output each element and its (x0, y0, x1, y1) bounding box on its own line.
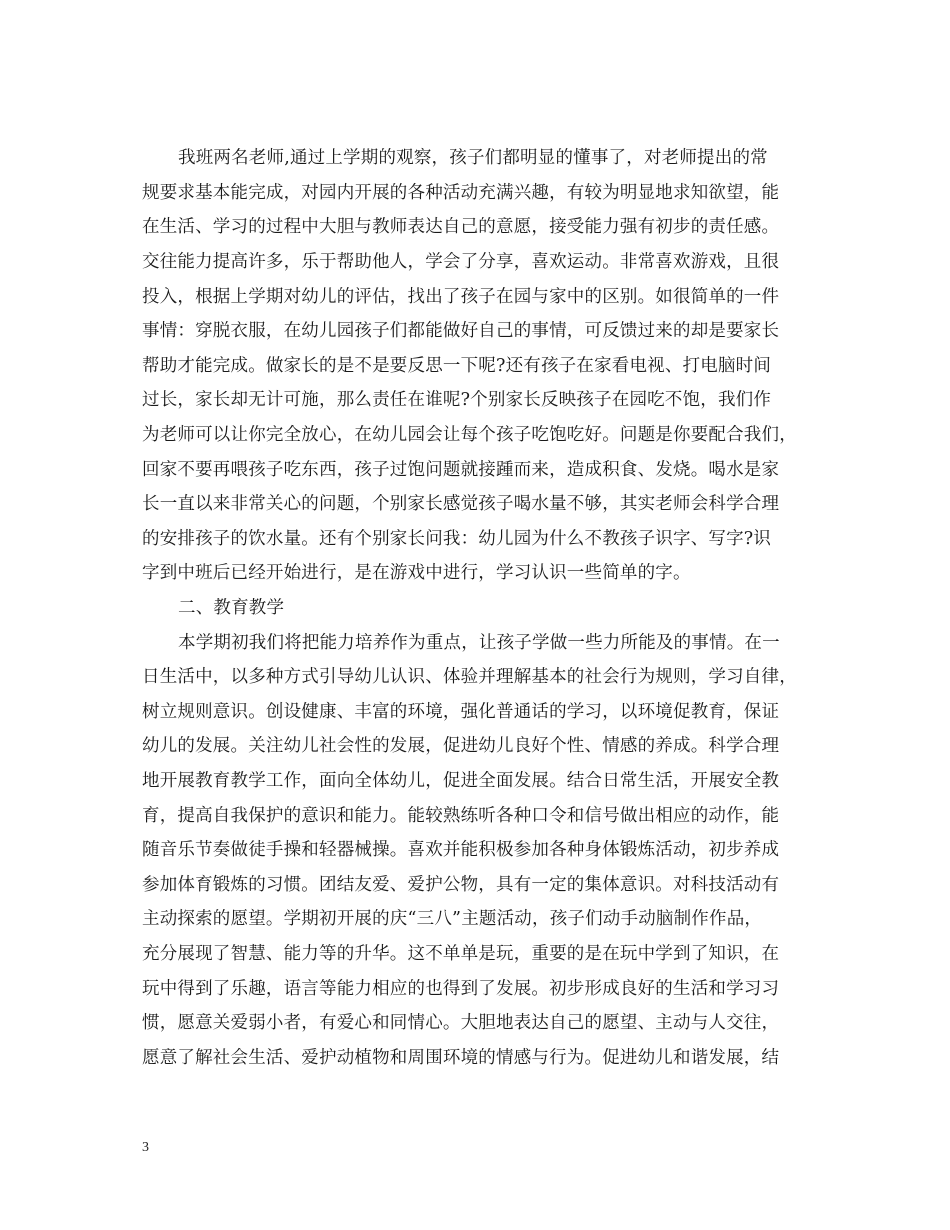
paragraph-line: 幼儿的发展。关注幼儿社会性的发展，促进幼儿良好个性、情感的养成。科学合理 (142, 736, 780, 756)
paragraph-line: 参加体育锻炼的习惯。团结友爱、爱护公物，具有一定的集体意识。对科技活动有 (142, 875, 780, 895)
paragraph-line: 在生活、学习的过程中大胆与教师表达自己的意愿，接受能力强有初步的责任感。 (142, 217, 780, 237)
paragraph-line: 过长，家长却无计可施，那么责任在谁呢?个别家长反映孩子在园吃不饱，我们作 (142, 390, 772, 410)
paragraph-line: 树立规则意识。创设健康、丰富的环境，强化普通话的学习，以环境促教育，保证 (142, 702, 780, 722)
paragraph-line: 玩中得到了乐趣，语言等能力相应的也得到了发展。初步形成良好的生活和学习习 (142, 979, 780, 999)
paragraph-line: 的安排孩子的饮水量。还有个别家长问我：幼儿园为什么不教孩子识字、写字?识 (142, 529, 772, 549)
paragraph-line: 规要求基本能完成，对园内开展的各种活动充满兴趣，有较为明显地求知欲望，能 (142, 183, 780, 203)
paragraph-line: 交往能力提高许多，乐于帮助他人，学会了分享，喜欢运动。非常喜欢游戏，且很 (142, 252, 780, 272)
paragraph-line: 长一直以来非常关心的问题，个别家长感觉孩子喝水量不够，其实老师会科学合理 (142, 494, 780, 514)
section-heading: 二、教育教学 (178, 598, 285, 618)
paragraph-line: 投入，根据上学期对幼儿的评估，找出了孩子在园与家中的区别。如很简单的一件 (142, 287, 780, 307)
paragraph-line: 回家不要再喂孩子吃东西，孩子过饱问题就接踵而来，造成积食、发烧。喝水是家 (142, 460, 780, 480)
paragraph-line: 地开展教育教学工作，面向全体幼儿，促进全面发展。结合日常生活，开展安全教 (142, 771, 780, 791)
paragraph-line: 惯，愿意关爱弱小者，有爱心和同情心。大胆地表达自己的愿望、主动与人交往， (142, 1013, 780, 1033)
paragraph-line: 字到中班后已经开始进行，是在游戏中进行，学习认识一些简单的字。 (142, 563, 691, 583)
paragraph-line: 为老师可以让你完全放心，在幼儿园会让每个孩子吃饱吃好。问题是你要配合我们， (142, 425, 797, 445)
paragraph-line: 充分展现了智慧、能力等的升华。这不单单是玩，重要的是在玩中学到了知识，在 (142, 944, 780, 964)
paragraph-line: 随音乐节奏做徒手操和轻器械操。喜欢并能积极参加各种身体锻炼活动，初步养成 (142, 840, 780, 860)
paragraph-line: 育，提高自我保护的意识和能力。能较熟练听各种口令和信号做出相应的动作，能 (142, 806, 780, 826)
paragraph-line: 本学期初我们将把能力培养作为重点，让孩子学做一些力所能及的事情。在一 (178, 633, 780, 653)
paragraph-line: 愿意了解社会生活、爱护动植物和周围环境的情感与行为。促进幼儿和谐发展，结 (142, 1048, 780, 1068)
paragraph-line: 帮助才能完成。做家长的是不是要反思一下呢?还有孩子在家看电视、打电脑时间 (142, 356, 772, 376)
paragraph-line: 日生活中，以多种方式引导幼儿认识、体验并理解基本的社会行为规则，学习自律， (142, 667, 797, 687)
paragraph-line: 我班两名老师,通过上学期的观察，孩子们都明显的懂事了，对老师提出的常 (178, 148, 768, 168)
paragraph-line: 事情：穿脱衣服，在幼儿园孩子们都能做好自己的事情，可反馈过来的却是要家长 (142, 321, 780, 341)
page-number: 3 (142, 1140, 149, 1155)
paragraph-line: 主动探索的愿望。学期初开展的庆“三八”主题活动，孩子们动手动脑制作作品， (142, 909, 763, 929)
